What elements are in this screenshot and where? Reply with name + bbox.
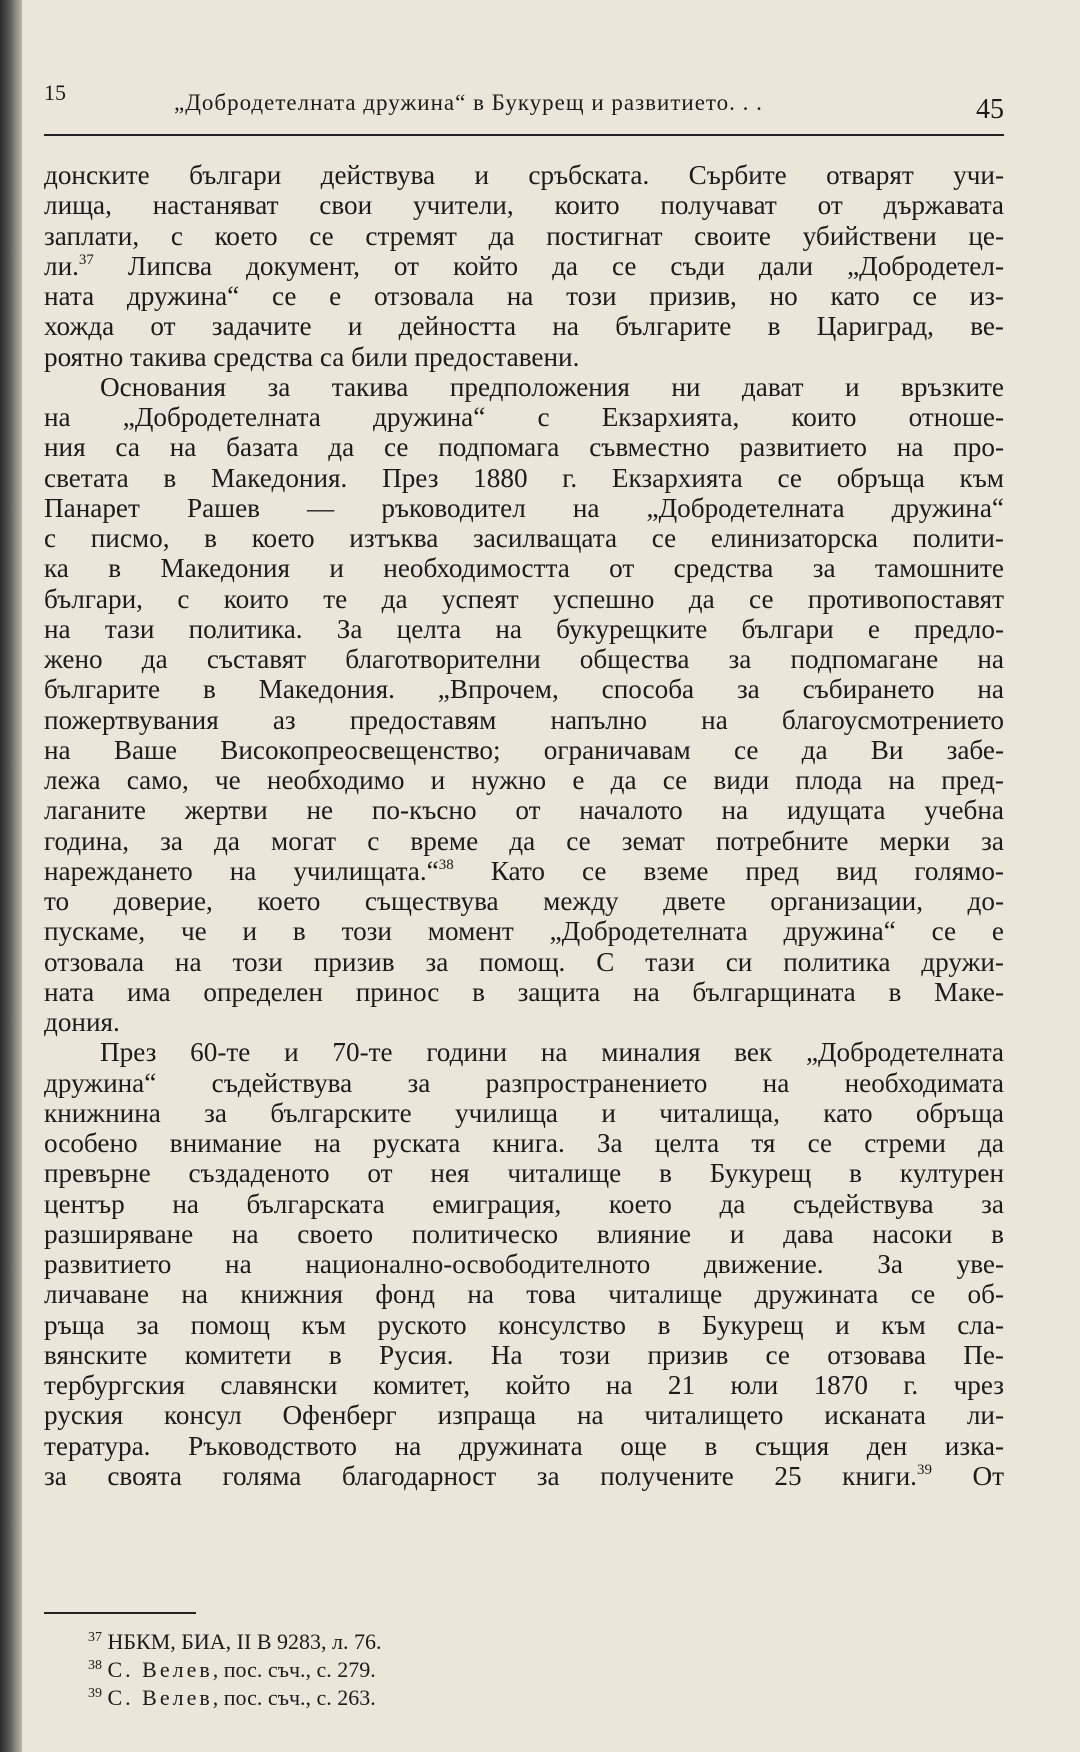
footnote-38: $^{38}$ С. Велев, пос. съч., с. 279. <box>88 1657 376 1682</box>
text-line: светата в Македония. През 1880 г. Екзархията се обръща към <box>44 462 1004 493</box>
signature-mark: 15 <box>44 80 66 105</box>
text-line: на „Добродетелната дружина“ с Екзархията, които отноше- <box>44 402 1004 432</box>
page-number: 45 <box>976 94 1004 125</box>
text-line: донските българи действува и сръбската. Сърбите отварят учи- <box>44 160 1004 190</box>
text-line: пускаме, че и в този момент „Добродетелната дружина“ се е <box>44 916 1004 947</box>
text-line: особено внимание на руската книга. За целта тя се стреми да <box>44 1128 1004 1158</box>
text-line: жено да съставят благотворителни общества за подпомагане на <box>44 644 1004 674</box>
text-line: тература. Ръководството на дружината още в същия ден изка- <box>44 1430 1004 1461</box>
text-line: с писмо, в което изтъква засилващата се елинизаторска полити- <box>44 523 1004 553</box>
paragraph-start: През 60-те и 70-те години на миналия век „Добродетелната <box>100 1037 1004 1068</box>
text-line: българите в Македония. „Впрочем, способа за събирането на <box>44 674 1004 705</box>
text-line: Панарет Рашев — ръководител на „Добродетелната дружина“ <box>44 492 1004 523</box>
text-line: превърне създаденото от нея читалище в Букурещ в културен <box>44 1158 1004 1189</box>
text-line: книжнина за българските училища и читалища, като обръща <box>44 1097 1004 1128</box>
text-line: лаганите жертви не по-късно от началото на идущата учебна <box>44 795 1004 826</box>
text-line: ръща за помощ към руското консулство в Букурещ и към сла- <box>44 1309 1004 1340</box>
text-line: дружина“ съдействува за разпространението на необходимата <box>44 1067 1004 1098</box>
text-line: хожда от задачите и дейността на българите в Цариград, ве- <box>44 311 1004 342</box>
text-line: за своята голяма благодарност за получените 25 книги.$^{39}$ От <box>44 1460 1004 1491</box>
header-rule <box>44 134 1004 136</box>
text-line: разширяване на своето политическо влияние и дава насоки в <box>44 1218 1004 1249</box>
page-header <box>44 80 1004 130</box>
text-line: развитието на национално-освободителното движение. За уве- <box>44 1249 1004 1279</box>
text-line: отзовала на този призив за помощ. С тази си политика дружи- <box>44 946 1004 977</box>
text-line: дония. <box>44 1007 120 1037</box>
footnote-39: $^{39}$ С. Велев, пос. съч., с. 263. <box>88 1685 376 1710</box>
text-line: на Ваше Високопреосвещенство; ограничавам се да Ви забе- <box>44 734 1004 765</box>
body-text <box>44 160 1004 1491</box>
running-title: „Добродетелната дружина“ в Букурещ и развитието. . . <box>174 90 763 115</box>
paragraph-start: Основания за такива предположения ни дават и връзките <box>100 371 1004 402</box>
footnote-ref-37: 37 <box>78 251 94 268</box>
text-line: личаване на книжния фонд на това читалище дружината се об- <box>44 1279 1004 1310</box>
footnote-rule <box>44 1612 196 1614</box>
text-line: вянските комитети в Русия. На този призив се отзовава Пе- <box>44 1339 1004 1370</box>
text-line: заплати, с което се стремят да постигнат своите убийствени це- <box>44 220 1004 251</box>
text-line: на тази политика. За целта на букурещките българи е предло- <box>44 613 1004 644</box>
text-line: пожертвувания аз предоставям напълно на благоусмотрението <box>44 704 1004 735</box>
text-line: ния са на базата да се подпомага съвместно развитието на про- <box>44 432 1004 463</box>
text-line: тербургския славянски комитет, който на 21 юли 1870 г. чрез <box>44 1370 1004 1400</box>
footnote-ref-38: 38 <box>438 856 454 873</box>
text-line: ли.$^{37}$ Липсва документ, от който да се съди дали „Добродетел- <box>44 250 1004 281</box>
text-line: ка в Македония и необходимостта от средства за тамошните <box>44 553 1004 584</box>
text-line: руския консул Офенберг изпраща на читалището исканата ли- <box>44 1400 1004 1431</box>
text-line: лища, настаняват свои учители, които получават от държавата <box>44 190 1004 221</box>
text-line: роятно такива средства са били предоставени. <box>44 341 580 372</box>
text-line: център на българската емиграция, което да съдействува за <box>44 1188 1004 1219</box>
text-line: то доверие, което съществува между двете организации, до- <box>44 886 1004 916</box>
book-spine-shadow <box>0 0 22 1752</box>
text-line: ната има определен принос в защита на българщината в Маке- <box>44 976 1004 1007</box>
text-line: българи, с които те да успеят успешно да се противопоставят <box>44 583 1004 614</box>
footnotes <box>88 1628 888 1712</box>
text-line: ната дружина“ се е отзовала на този призив, но като се из- <box>44 281 1004 311</box>
footnote-37: $^{37}$ НБКМ, БИА, II В 9283, л. 76. <box>88 1629 382 1654</box>
text-line: нареждането на училищата.“$^{38}$ Като се вземе пред вид голямо- <box>44 855 1004 886</box>
text-line: лежа само, че необходимо и нужно е да се види плода на пред- <box>44 765 1004 795</box>
footnote-ref-39: 39 <box>916 1461 932 1478</box>
text-line: година, за да могат с време да се земат потребните мерки за <box>44 825 1004 856</box>
